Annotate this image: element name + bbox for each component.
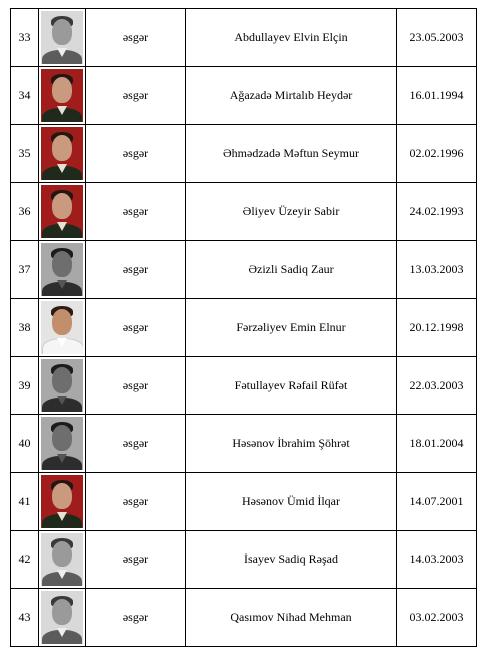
birth-date-cell: 16.01.1994 bbox=[397, 67, 477, 125]
portrait-cell bbox=[39, 589, 86, 647]
name-cell: Həsənov İbrahim Şöhrət bbox=[186, 415, 397, 473]
portrait-cell bbox=[39, 125, 86, 183]
row-number: 37 bbox=[11, 241, 39, 299]
rank-cell: əsgər bbox=[86, 589, 186, 647]
birth-date-cell: 18.01.2004 bbox=[397, 415, 477, 473]
name-cell: Fətullayev Rəfail Rüfət bbox=[186, 357, 397, 415]
table-row bbox=[11, 299, 477, 357]
portrait-cell bbox=[39, 357, 86, 415]
portrait-photo bbox=[41, 185, 83, 238]
portrait-photo bbox=[41, 591, 83, 644]
row-number: 42 bbox=[11, 531, 39, 589]
rank-cell: əsgər bbox=[86, 415, 186, 473]
name-cell: Əzizli Sadiq Zaur bbox=[186, 241, 397, 299]
name-cell: Əhmədzadə Məftun Seymur bbox=[186, 125, 397, 183]
birth-date-cell: 23.05.2003 bbox=[397, 9, 477, 67]
portrait-photo bbox=[41, 359, 83, 412]
portrait-cell bbox=[39, 299, 86, 357]
portrait-photo bbox=[41, 127, 83, 180]
table-row bbox=[11, 67, 477, 125]
portrait-cell bbox=[39, 9, 86, 67]
name-cell: Fərzəliyev Emin Elnur bbox=[186, 299, 397, 357]
birth-date-cell: 13.03.2003 bbox=[397, 241, 477, 299]
row-number: 43 bbox=[11, 589, 39, 647]
rank-cell: əsgər bbox=[86, 357, 186, 415]
rank-cell: əsgər bbox=[86, 299, 186, 357]
name-cell: Əliyev Üzeyir Sabir bbox=[186, 183, 397, 241]
portrait-photo bbox=[41, 11, 83, 64]
row-number: 36 bbox=[11, 183, 39, 241]
row-number: 34 bbox=[11, 67, 39, 125]
table-row bbox=[11, 531, 477, 589]
row-number: 33 bbox=[11, 9, 39, 67]
portrait-photo bbox=[41, 301, 83, 354]
table-row bbox=[11, 125, 477, 183]
rank-cell: əsgər bbox=[86, 241, 186, 299]
rank-cell: əsgər bbox=[86, 67, 186, 125]
portrait-cell bbox=[39, 473, 86, 531]
portrait-cell bbox=[39, 183, 86, 241]
row-number: 35 bbox=[11, 125, 39, 183]
portrait-cell bbox=[39, 531, 86, 589]
portrait-photo bbox=[41, 243, 83, 296]
portrait-cell bbox=[39, 415, 86, 473]
table-row bbox=[11, 183, 477, 241]
birth-date-cell: 14.03.2003 bbox=[397, 531, 477, 589]
birth-date-cell: 20.12.1998 bbox=[397, 299, 477, 357]
birth-date-cell: 02.02.1996 bbox=[397, 125, 477, 183]
birth-date-cell: 14.07.2001 bbox=[397, 473, 477, 531]
row-number: 41 bbox=[11, 473, 39, 531]
name-cell: Həsənov Ümid İlqar bbox=[186, 473, 397, 531]
name-cell: Abdullayev Elvin Elçin bbox=[186, 9, 397, 67]
table-row bbox=[11, 241, 477, 299]
rank-cell: əsgər bbox=[86, 531, 186, 589]
portrait-photo bbox=[41, 533, 83, 586]
row-number: 38 bbox=[11, 299, 39, 357]
name-cell: Ağazadə Mirtalıb Heydər bbox=[186, 67, 397, 125]
birth-date-cell: 22.03.2003 bbox=[397, 357, 477, 415]
portrait-cell bbox=[39, 241, 86, 299]
table-row bbox=[11, 589, 477, 647]
table-row bbox=[11, 473, 477, 531]
table-row bbox=[11, 415, 477, 473]
portrait-photo bbox=[41, 69, 83, 122]
portrait-cell bbox=[39, 67, 86, 125]
rank-cell: əsgər bbox=[86, 9, 186, 67]
rank-cell: əsgər bbox=[86, 125, 186, 183]
birth-date-cell: 03.02.2003 bbox=[397, 589, 477, 647]
portrait-photo bbox=[41, 475, 83, 528]
name-cell: İsayev Sadiq Rəşad bbox=[186, 531, 397, 589]
rank-cell: əsgər bbox=[86, 473, 186, 531]
portrait-photo bbox=[41, 417, 83, 470]
birth-date-cell: 24.02.1993 bbox=[397, 183, 477, 241]
name-cell: Qasımov Nihad Mehman bbox=[186, 589, 397, 647]
table-row bbox=[11, 9, 477, 67]
table-row bbox=[11, 357, 477, 415]
row-number: 39 bbox=[11, 357, 39, 415]
row-number: 40 bbox=[11, 415, 39, 473]
rank-cell: əsgər bbox=[86, 183, 186, 241]
roster-table bbox=[10, 8, 477, 647]
